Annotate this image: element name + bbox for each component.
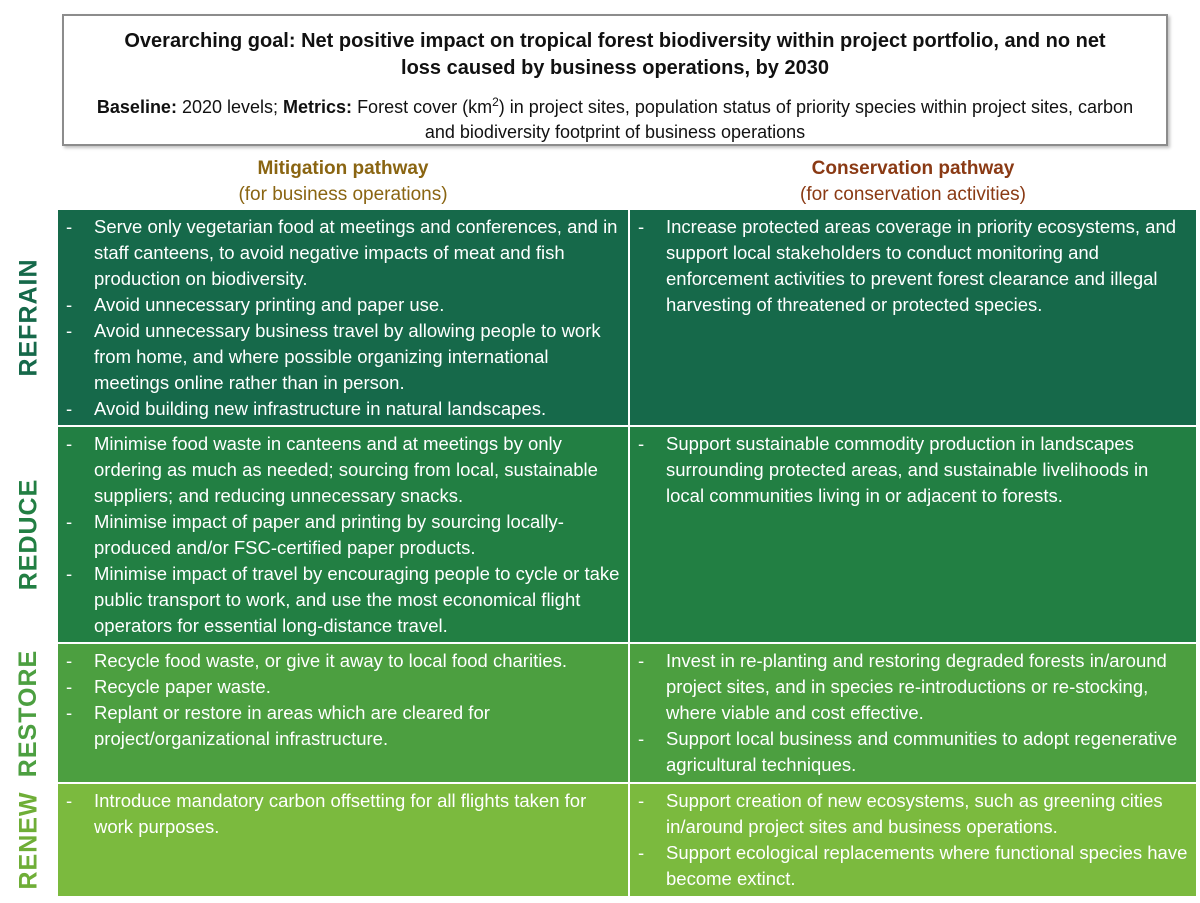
list-item: - Support ecological replacements where functional species have become extinct. xyxy=(636,840,1190,892)
restore-mitigation-cell xyxy=(58,644,628,782)
list-item: - Replant or restore in areas which are cleared for project/organizational infrastructure. xyxy=(64,700,622,752)
row-label-refrain xyxy=(0,210,58,425)
renew-conservation-cell xyxy=(630,784,1196,896)
list-item: - Recycle paper waste. xyxy=(64,674,622,700)
list-item: - Minimise food waste in canteens and at meetings by only ordering as much as needed; sourcing from local, sustainable suppliers; and reducing unnecessary snacks. xyxy=(64,431,622,509)
mitigation-header xyxy=(58,156,628,210)
row-label-text: RENEW xyxy=(14,790,43,890)
list-item: - Introduce mandatory carbon offsetting for all flights taken for work purposes. xyxy=(64,788,622,840)
goal-metrics xyxy=(84,90,1146,145)
conservation-subtitle: (for conservation activities) xyxy=(800,184,1026,205)
list-item: - Avoid building new infrastructure in natural landscapes. xyxy=(64,396,622,422)
row-label-text: REFRAIN xyxy=(14,258,43,377)
row-label-restore xyxy=(0,644,58,782)
row-label-renew xyxy=(0,784,58,896)
list-item: - Recycle food waste, or give it away to local food charities. xyxy=(64,648,622,674)
list-item: - Avoid unnecessary printing and paper use. xyxy=(64,292,622,318)
reduce-conservation-cell xyxy=(630,427,1196,642)
metrics-superscript: 2 xyxy=(492,95,499,109)
list-item: - Minimise impact of travel by encouraging people to cycle or take public transport to work, and use the most economical flight operators for essential long-distance travel. xyxy=(64,561,622,639)
restore-conservation-cell xyxy=(630,644,1196,782)
row-label-text: RESTORE xyxy=(14,649,43,777)
metrics-label: Metrics: xyxy=(283,97,353,117)
mitigation-title: Mitigation pathway xyxy=(257,158,429,179)
list-item: - Support sustainable commodity production in landscapes surrounding protected areas, and sustainable livelihoods in local communities living in or adjacent to forests. xyxy=(636,431,1190,509)
mitigation-subtitle: (for business operations) xyxy=(238,184,448,205)
row-label-reduce xyxy=(0,427,58,642)
refrain-mitigation-cell xyxy=(58,210,628,425)
goal-box xyxy=(62,14,1168,146)
refrain-conservation-cell xyxy=(630,210,1196,425)
conservation-title: Conservation pathway xyxy=(811,158,1015,179)
list-item: - Minimise impact of paper and printing by sourcing locally-produced and/or FSC-certified paper products. xyxy=(64,509,622,561)
list-item: - Increase protected areas coverage in priority ecosystems, and support local stakeholders to conduct monitoring and enforcement activities to prevent forest clearance and illegal harvesting of threatened or protected species. xyxy=(636,214,1190,318)
baseline-label: Baseline: xyxy=(96,97,177,117)
list-item: - Invest in re-planting and restoring degraded forests in/around project sites, and in species re-introductions or re-stocking, where viable and cost effective. xyxy=(636,648,1190,726)
renew-mitigation-cell xyxy=(58,784,628,896)
row-label-text: REDUCE xyxy=(14,478,43,591)
goal-title: Overarching goal: Net positive impact on tropical forest biodiversity within project portfolio, and no net loss caused by business operations, by 2030 xyxy=(124,30,1106,79)
list-item: - Support creation of new ecosystems, such as greening cities in/around project sites and business operations. xyxy=(636,788,1190,840)
reduce-mitigation-cell xyxy=(58,427,628,642)
list-item: - Serve only vegetarian food at meetings and conferences, and in staff canteens, to avoid negative impacts of meat and fish production on biodiversity. xyxy=(64,214,622,292)
list-item: - Avoid unnecessary business travel by allowing people to work from home, and where possible organizing international meetings online rather than in person. xyxy=(64,318,622,396)
baseline-value: 2020 levels; xyxy=(176,97,284,117)
conservation-header xyxy=(630,156,1196,210)
metrics-text-pre: Forest cover (km xyxy=(352,97,493,117)
metrics-text-post: ) in project sites, population status of priority species within project sites, carbon and biodiversity footprint of business operations xyxy=(424,97,1134,142)
list-item: - Support local business and communities to adopt regenerative agricultural techniques. xyxy=(636,726,1190,778)
